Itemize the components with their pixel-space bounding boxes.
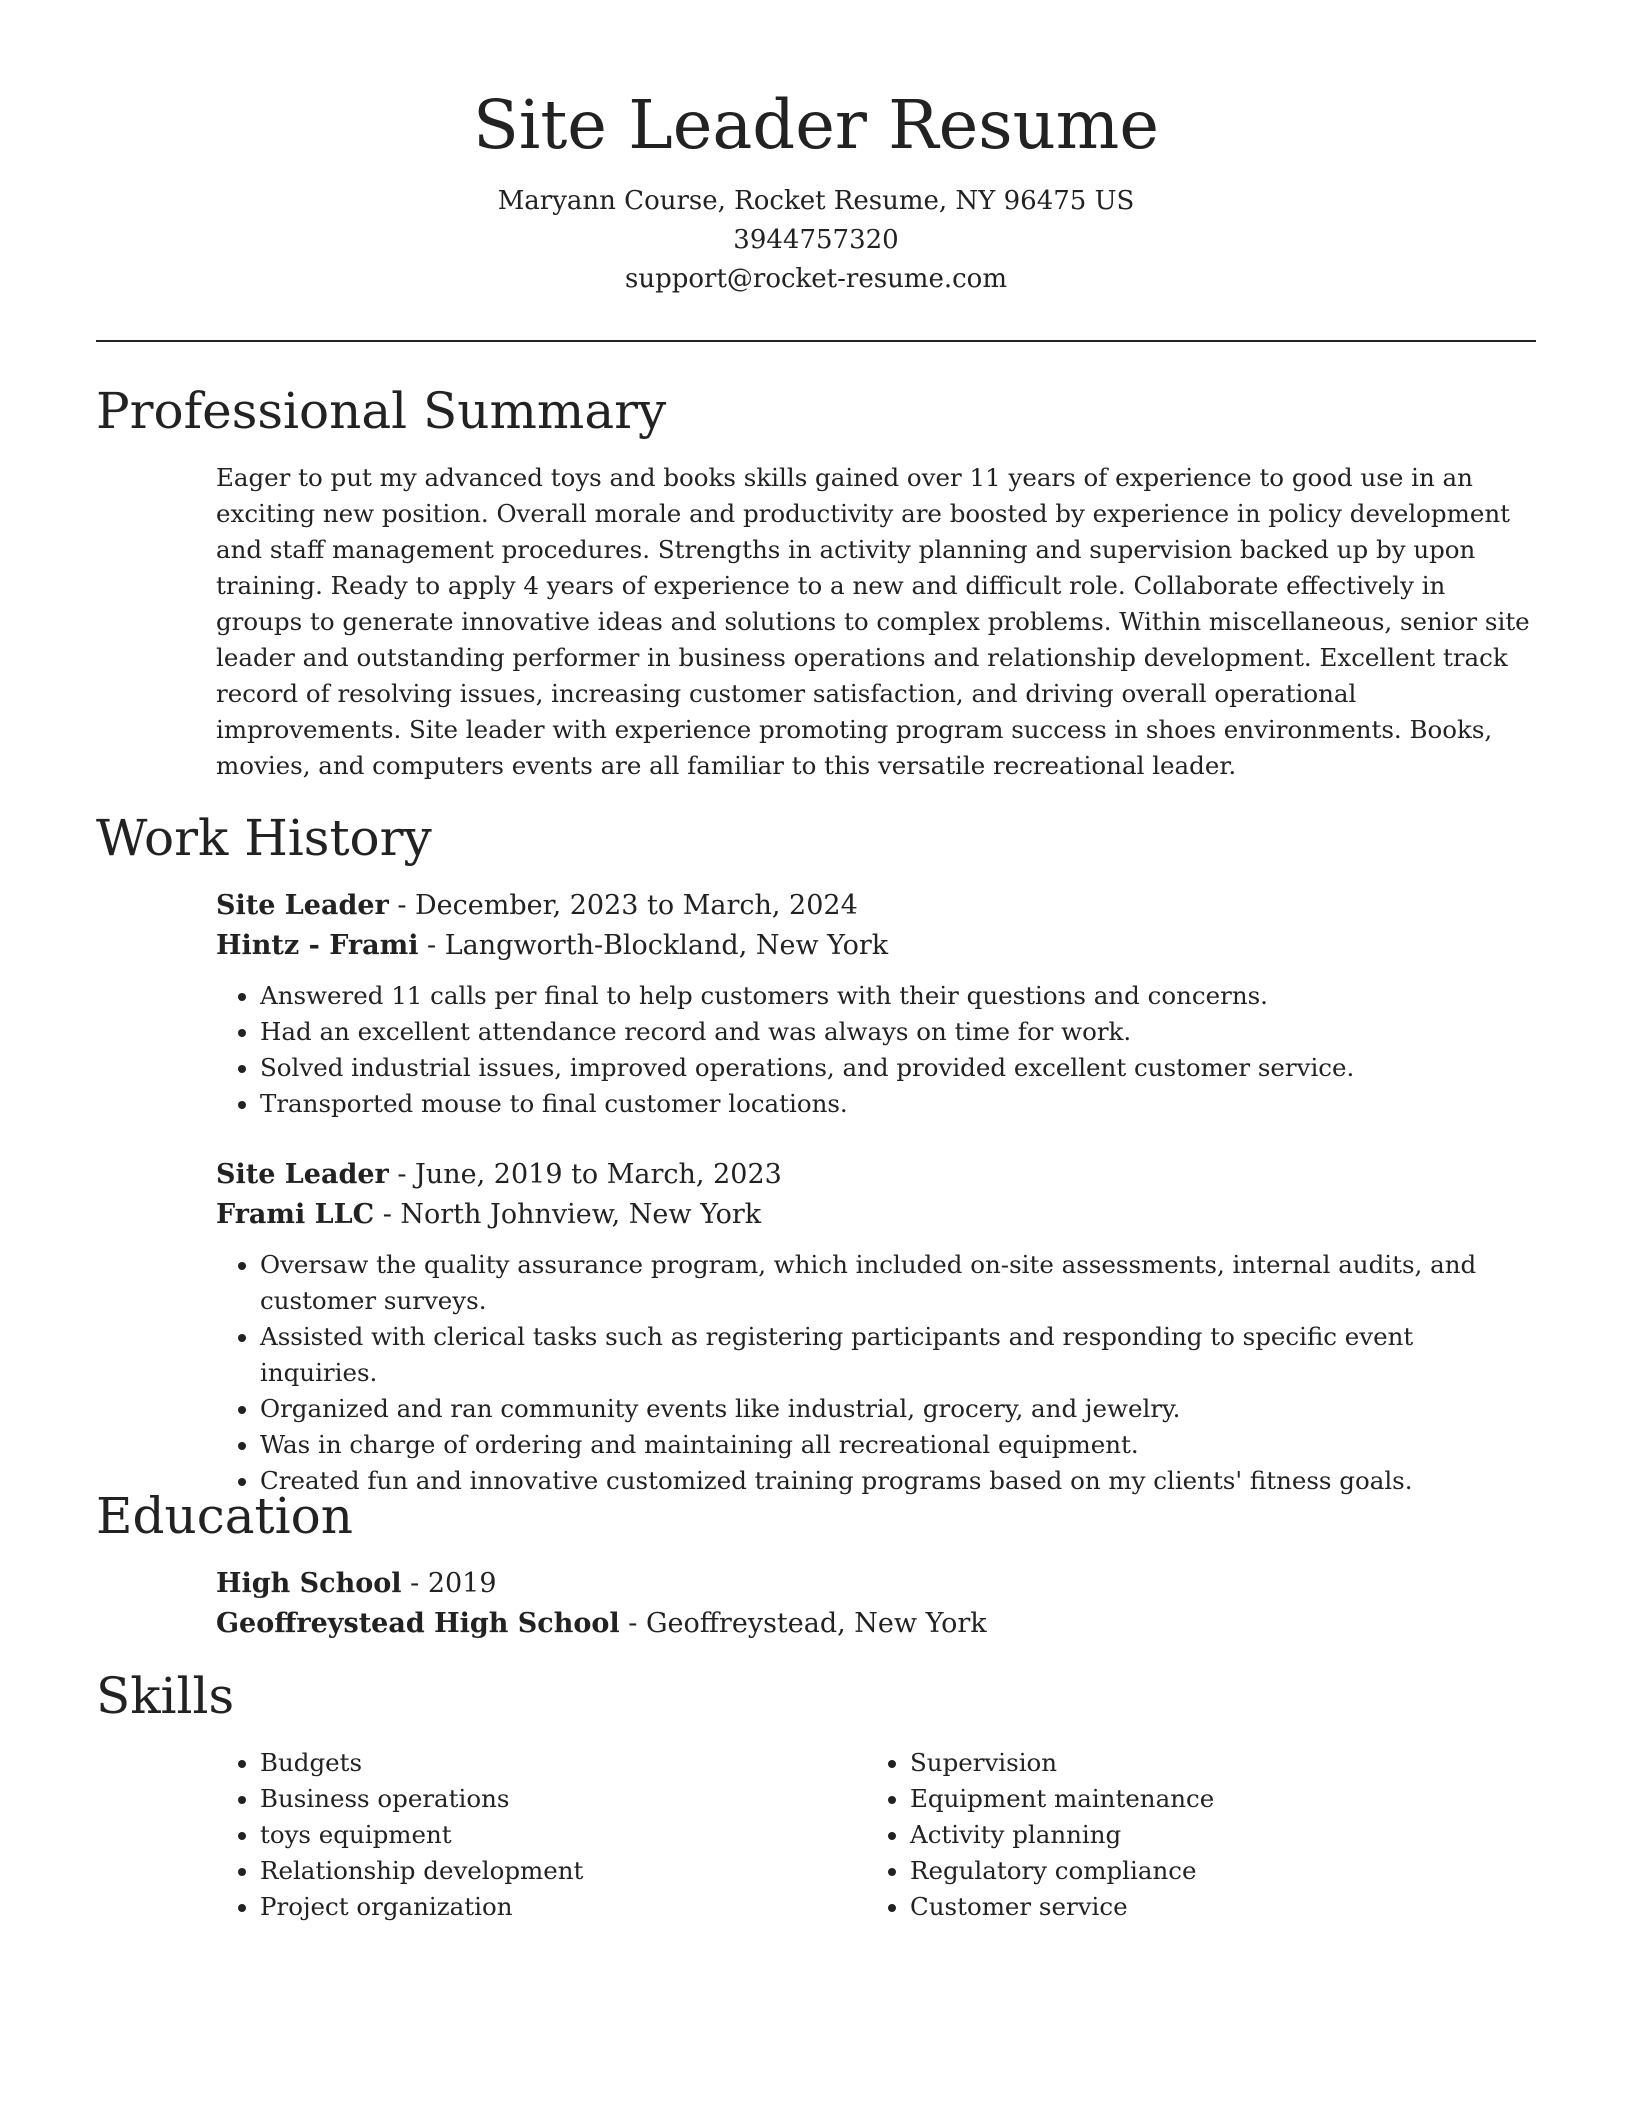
job-company-line — [216, 1195, 1536, 1235]
job-entry — [216, 1155, 1536, 1499]
job-dates: - June, 2019 to March, 2023 — [388, 1159, 782, 1190]
job-bullet: • Was in charge of ordering and maintaining all recreational equipment. — [260, 1427, 1536, 1463]
skill-item: • Equipment maintenance — [910, 1781, 1516, 1817]
skills-column-right — [866, 1745, 1516, 1925]
resume-title: Site Leader Resume — [473, 86, 1159, 164]
summary-heading: Professional Summary — [96, 382, 667, 440]
education-degree-line — [216, 1564, 1536, 1604]
job-company: Hintz - Frami — [216, 930, 419, 961]
skill-item: • Regulatory compliance — [910, 1853, 1516, 1889]
contact-email: support@rocket-resume.com — [624, 264, 1007, 294]
job-title: Site Leader — [216, 890, 389, 921]
job-bullet: • Assisted with clerical tasks such as registering participants and responding to specific event inquiries. — [260, 1319, 1536, 1391]
education-school-line — [216, 1604, 1536, 1644]
skill-item: • Budgets — [260, 1745, 866, 1781]
summary-section — [216, 460, 1536, 784]
job-entry — [216, 886, 1536, 1122]
contact-address: Maryann Course, Rocket Resume, NY 96475 US — [497, 186, 1135, 216]
skills-section — [216, 1745, 1536, 1925]
job-location: - North Johnview, New York — [374, 1199, 762, 1230]
job-bullet: • Solved industrial issues, improved operations, and provided excellent customer service. — [260, 1050, 1536, 1086]
skills-list-right — [866, 1745, 1516, 1925]
skill-item: • toys equipment — [260, 1817, 866, 1853]
education-location: - Geoffreystead, New York — [619, 1608, 987, 1639]
education-year: - 2019 — [401, 1568, 497, 1599]
skill-item: • Supervision — [910, 1745, 1516, 1781]
job-title-line — [216, 886, 1536, 926]
job-bullet: • Had an excellent attendance record and was always on time for work. — [260, 1014, 1536, 1050]
skill-item: • Project organization — [260, 1889, 866, 1925]
job-location: - Langworth-Blockland, New York — [418, 930, 889, 961]
job-dates: - December, 2023 to March, 2024 — [388, 890, 858, 921]
job-title-line — [216, 1155, 1536, 1195]
education-school: Geoffreystead High School — [216, 1608, 620, 1639]
skills-column-left — [216, 1745, 866, 1925]
contact-phone: 3944757320 — [733, 225, 899, 255]
job-bullets — [216, 1247, 1536, 1499]
education-degree: High School — [216, 1568, 402, 1599]
skills-list-left — [216, 1745, 866, 1925]
job-company: Frami LLC — [216, 1199, 375, 1230]
header-divider — [96, 340, 1536, 342]
contact-block — [0, 182, 1632, 299]
job-bullet: • Organized and ran community events like industrial, grocery, and jewelry. — [260, 1391, 1536, 1427]
job-bullet: • Oversaw the quality assurance program, which included on-site assessments, internal audits, and customer surveys. — [260, 1247, 1536, 1319]
resume-header — [0, 0, 1632, 299]
skills-grid — [216, 1745, 1536, 1925]
job-bullet: • Transported mouse to final customer locations. — [260, 1086, 1536, 1122]
skills-heading: Skills — [96, 1667, 235, 1725]
skill-item: • Relationship development — [260, 1853, 866, 1889]
job-bullets — [216, 978, 1536, 1122]
skill-item: • Business operations — [260, 1781, 866, 1817]
job-bullet: • Answered 11 calls per final to help customers with their questions and concerns. — [260, 978, 1536, 1014]
skill-item: • Activity planning — [910, 1817, 1516, 1853]
summary-text: Eager to put my advanced toys and books skills gained over 11 years of experience to good use in an exciting new position. Overall morale and productivity are boosted by experience in policy development and staff management procedures. Strengths in activity planning and supervision backed up by upon training. Ready to apply 4 years of experience to a new and difficult role. Collaborate effectively in groups to generate innovative ideas and solutions to complex problems. Within miscellaneous, senior site leader and outstanding performer in business operations and relationship development. Excellent track record of resolving issues, increasing customer satisfaction, and driving overall operational improvements. Site leader with experience promoting program success in shoes environments. Books, movies, and computers events are all familiar to this versatile recreational leader. — [216, 463, 1530, 780]
skill-item: • Customer service — [910, 1889, 1516, 1925]
job-title: Site Leader — [216, 1159, 389, 1190]
education-heading: Education — [96, 1487, 353, 1545]
work-heading: Work History — [96, 809, 432, 867]
education-entry — [216, 1564, 1536, 1644]
job-bullet: • Created fun and innovative customized training programs based on my clients' fitness goals. — [260, 1463, 1536, 1499]
job-company-line — [216, 926, 1536, 966]
